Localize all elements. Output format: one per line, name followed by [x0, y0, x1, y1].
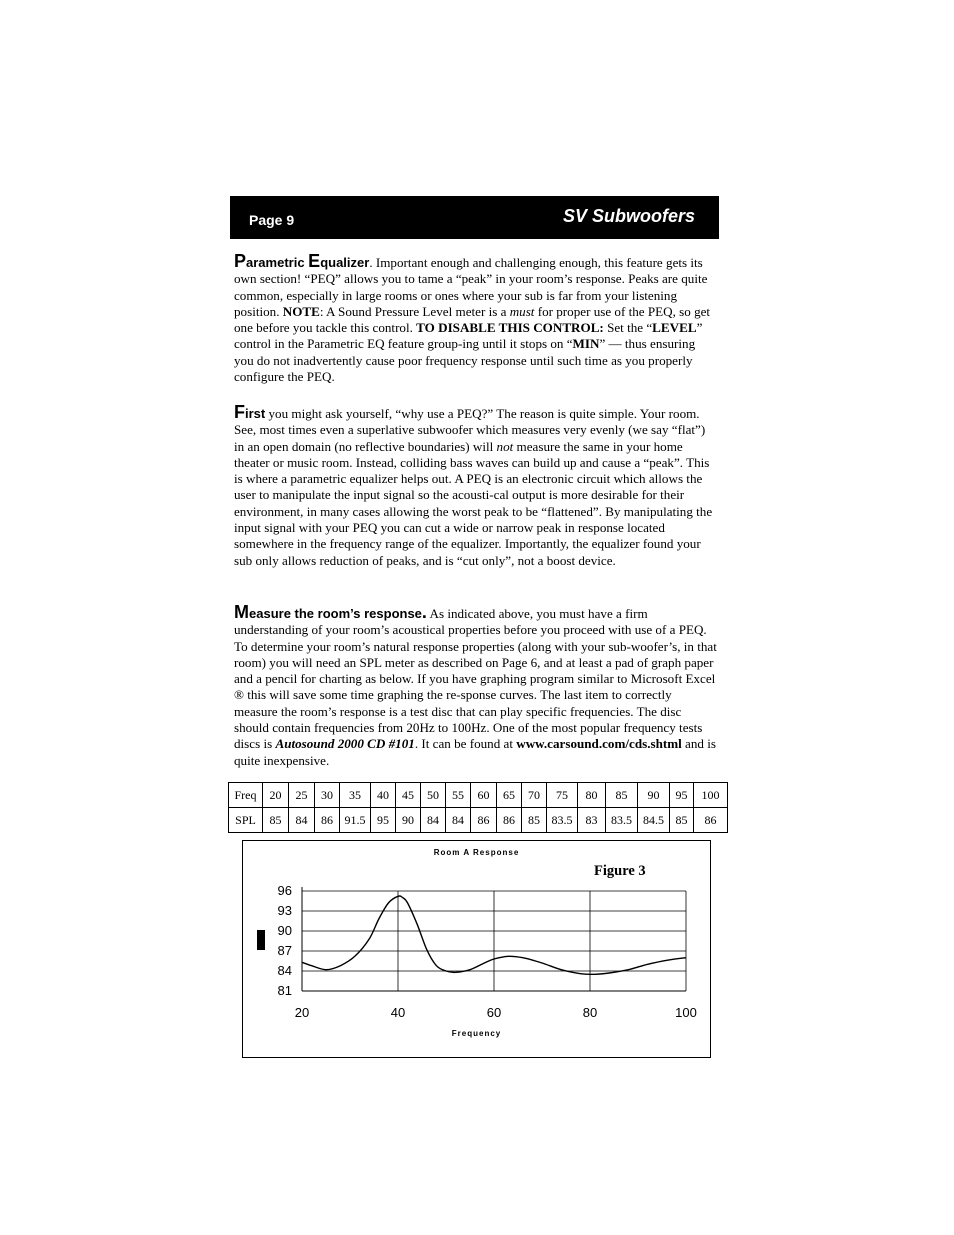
disc-name: Autosound 2000 CD #101 [275, 736, 415, 752]
y-tick-label: 84 [277, 963, 292, 978]
freq-cell: 55 [446, 783, 471, 808]
freq-cell: 90 [638, 783, 670, 808]
spl-cell: 84 [446, 808, 471, 833]
peq-section [234, 253, 718, 385]
page-number: Page 9 [249, 212, 295, 228]
spl-cell: 86 [694, 808, 728, 833]
freq-row [229, 783, 728, 808]
first-heading: First [234, 402, 266, 422]
spl-cell: 84 [289, 808, 315, 833]
spl-cell: 85 [522, 808, 547, 833]
first-paragraph: First you might ask yourself, “why use a PEQ?” The reason is quite simple. Your room. See, most times even a superlative subwoofer which measures very evenly (we say “flat”) in an open domain (no reflective boundaries) will not measure the same in your home theater or music room. Instead, colliding bass waves can build up and cause a “peak”. This is where a parametric equalizer helps out. A PEQ is an electronic circuit which allows the user to manipulate the input signal so the acousti-cal output is more desirable for their environment, in many cases allowing the worst peak to be “flattened”. By manipulating the input signal with your PEQ you can cut a wide or narrow peak in response located somewhere in the frequency range of the equalizer. Importantly, the equalizer found your sub only allows reduction of peaks, and is “cut only”, not a boost device. [234, 402, 713, 568]
brand-title: SV Subwoofers [562, 206, 695, 226]
website-url: www.carsound.com/cds.shtml [516, 736, 682, 752]
y-tick-label: 93 [277, 903, 292, 918]
spl-cell: 85 [670, 808, 694, 833]
freq-label-cell: Freq [229, 783, 263, 808]
x-tick-label: 60 [486, 1005, 502, 1020]
y-tick-label: 87 [277, 943, 292, 958]
freq-cell: 30 [315, 783, 340, 808]
x-tick-label: 80 [582, 1005, 598, 1020]
spl-cell: 83.5 [606, 808, 638, 833]
spl-cell: 84.5 [638, 808, 670, 833]
freq-cell: 20 [263, 783, 289, 808]
x-tick-label: 100 [675, 1005, 697, 1020]
room-response-chart [242, 840, 711, 1058]
freq-cell: 65 [497, 783, 522, 808]
measure-paragraph: Measure the room’s response. As indicated above, you must have a firm understanding of your room’s acoustical properties before you proceed with use of a PEQ. To determine your room’s natural response properties (along with your sub-woofer’s, in that room) you will need an SPL meter as described on Page 6, and at least a pad of graph paper and a pencil for charting as below. If you have graphing program similar to Microsoft Excel ® this will save some time graphing the re-sponse curves. The last item to correctly measure the room’s response is a test disc that can play specific frequencies. The disc should contain frequencies from 20Hz to 100Hz. One of the most popular frequency tests discs is Autosound 2000 CD #101. It can be found at www.carsound.com/cds.shtml and is quite inexpensive. [234, 602, 717, 768]
spl-cell: 84 [421, 808, 446, 833]
spl-cell: 95 [371, 808, 396, 833]
chart-title: Room A Response [433, 848, 520, 857]
freq-cell: 25 [289, 783, 315, 808]
first-section [234, 404, 718, 569]
spl-cell: 90 [396, 808, 421, 833]
measure-section [234, 604, 718, 769]
peq-heading: Parametric Equalizer [234, 251, 370, 271]
freq-cell: 85 [606, 783, 638, 808]
spl-cell: 83.5 [547, 808, 578, 833]
freq-cell: 100 [694, 783, 728, 808]
y-tick-label: 90 [277, 923, 292, 938]
spl-row [229, 808, 728, 833]
x-axis-label: Frequency [451, 1029, 502, 1038]
note-label: NOTE [282, 303, 320, 319]
frequency-spl-table [228, 782, 728, 833]
spl-cell: 86 [315, 808, 340, 833]
figure-label: Figure 3 [594, 863, 646, 879]
x-tick-label: 40 [390, 1005, 406, 1020]
spl-cell: 85 [263, 808, 289, 833]
freq-cell: 95 [670, 783, 694, 808]
freq-cell: 50 [421, 783, 446, 808]
spl-label-cell: SPL [229, 808, 263, 833]
spl-cell: 83 [578, 808, 606, 833]
y-tick-label: 81 [277, 983, 292, 998]
disable-label: TO DISABLE THIS CONTROL: [416, 320, 604, 336]
measure-heading: Measure the room’s response. [234, 602, 427, 622]
y-tick-label: 96 [277, 883, 292, 898]
spl-cell: 91.5 [340, 808, 371, 833]
freq-cell: 80 [578, 783, 606, 808]
freq-cell: 35 [340, 783, 371, 808]
spl-cell: 86 [471, 808, 497, 833]
page-header [230, 196, 719, 239]
freq-cell: 75 [547, 783, 578, 808]
spl-cell: 86 [497, 808, 522, 833]
peq-paragraph: Parametric Equalizer. Important enough and challenging enough, this feature gets its own section! “PEQ” allows you to tame a “peak” in your room’s response. Peaks are quite common, especially in large rooms or ones where your sub is far from your listening position. NOTE: A Sound Pressure Level meter is a must for proper use of the PEQ, so get one before you tackle this control. TO DISABLE THIS CONTROL: Set the “LEVEL” control in the Parametric EQ feature group-ing until it stops on “MIN” — thus ensuring you do not inadvertently cause poor frequency response until such time as you properly configure the PEQ. [234, 251, 711, 385]
freq-cell: 70 [522, 783, 547, 808]
freq-cell: 40 [371, 783, 396, 808]
freq-cell: 60 [471, 783, 497, 808]
chart-plot [243, 841, 710, 1057]
freq-cell: 45 [396, 783, 421, 808]
x-tick-label: 20 [294, 1005, 310, 1020]
